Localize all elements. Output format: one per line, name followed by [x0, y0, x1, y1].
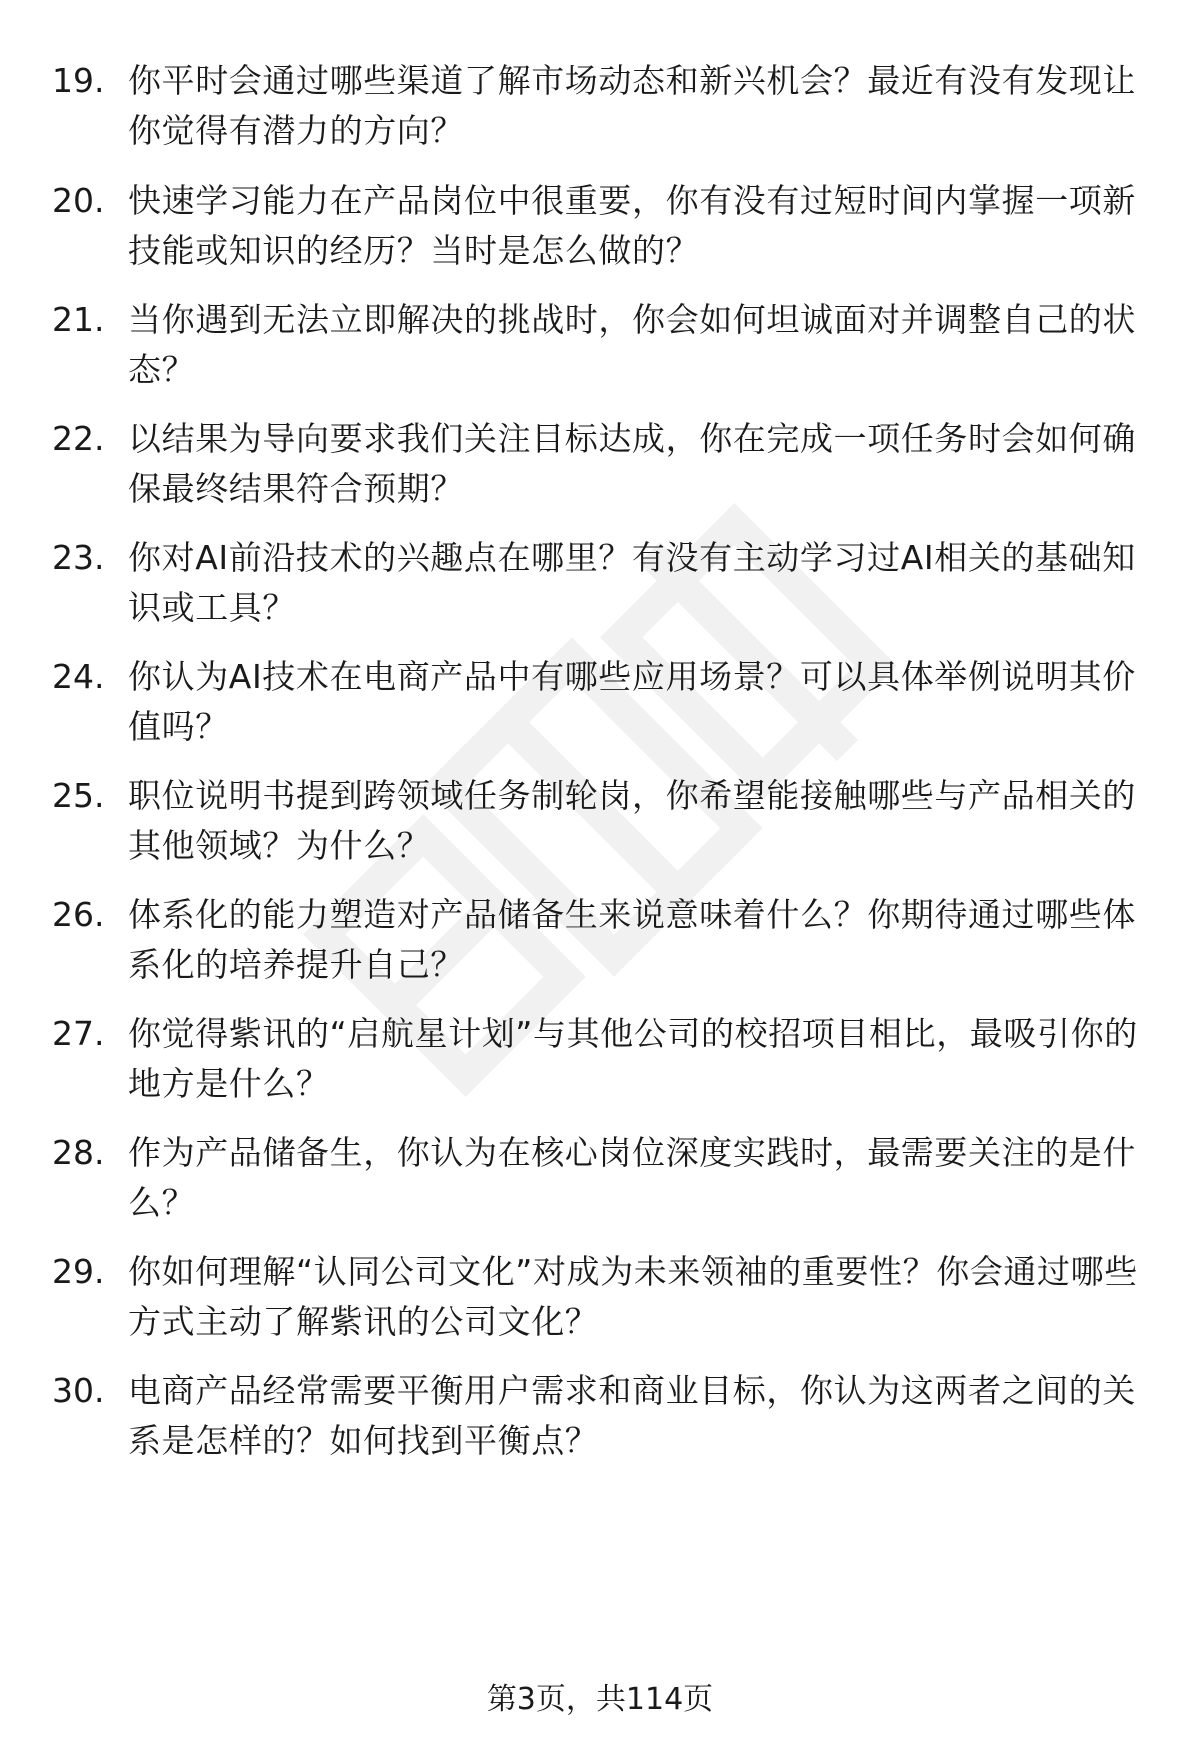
page-number-label: 第3页，共114页 [486, 1682, 714, 1717]
question-number: 28. [52, 1133, 105, 1172]
list-item [0, 771, 1200, 896]
question-text: 以结果为导向要求我们关注目标达成，你在完成一项任务时会如何确保最终结果符合预期？ [128, 419, 1136, 508]
question-text: 你觉得紫讯的“启航星计划”与其他公司的校招项目相比，最吸引你的地方是什么？ [128, 1014, 1138, 1103]
list-item [0, 533, 1200, 658]
question-text: 你对AI前沿技术的兴趣点在哪里？有没有主动学习过AI相关的基础知识或工具？ [128, 538, 1136, 627]
question-number: 26. [52, 895, 105, 934]
list-item [0, 414, 1200, 539]
question-text: 你如何理解“认同公司文化”对成为未来领袖的重要性？你会通过哪些方式主动了解紫讯的公司文化？ [128, 1252, 1138, 1341]
question-text: 你认为AI技术在电商产品中有哪些应用场景？可以具体举例说明其价值吗？ [128, 657, 1136, 746]
question-text: 快速学习能力在产品岗位中很重要，你有没有过短时间内掌握一项新技能或知识的经历？当时是怎么做的？ [128, 181, 1136, 270]
question-text: 作为产品储备生，你认为在核心岗位深度实践时，最需要关注的是什么？ [128, 1133, 1136, 1222]
question-text: 职位说明书提到跨领域任务制轮岗，你希望能接触哪些与产品相关的其他领域？为什么？ [128, 776, 1136, 865]
question-number: 27. [52, 1014, 105, 1053]
question-number: 29. [52, 1252, 105, 1291]
question-number: 19. [52, 61, 105, 100]
list-item [0, 1366, 1200, 1491]
question-number: 22. [52, 419, 105, 458]
question-number: 25. [52, 776, 105, 815]
list-item [0, 56, 1200, 181]
page-footer [0, 1680, 1200, 1720]
list-item [0, 652, 1200, 777]
question-text: 当你遇到无法立即解决的挑战时，你会如何坦诚面对并调整自己的状态？ [128, 300, 1136, 389]
list-item [0, 1128, 1200, 1253]
list-item [0, 890, 1200, 1015]
question-text: 你平时会通过哪些渠道了解市场动态和新兴机会？最近有没有发现让你觉得有潜力的方向？ [128, 61, 1136, 150]
question-text: 电商产品经常需要平衡用户需求和商业目标，你认为这两者之间的关系是怎样的？如何找到平衡点？ [128, 1371, 1136, 1460]
question-number: 23. [52, 538, 105, 577]
question-number: 20. [52, 181, 105, 220]
question-text: 体系化的能力塑造对产品储备生来说意味着什么？你期待通过哪些体系化的培养提升自己？ [128, 895, 1136, 984]
list-item [0, 1009, 1200, 1134]
question-number: 21. [52, 300, 105, 339]
question-number: 30. [52, 1371, 105, 1410]
question-number: 24. [52, 657, 105, 696]
list-item [0, 1247, 1200, 1372]
list-item [0, 176, 1200, 301]
list-item [0, 295, 1200, 420]
